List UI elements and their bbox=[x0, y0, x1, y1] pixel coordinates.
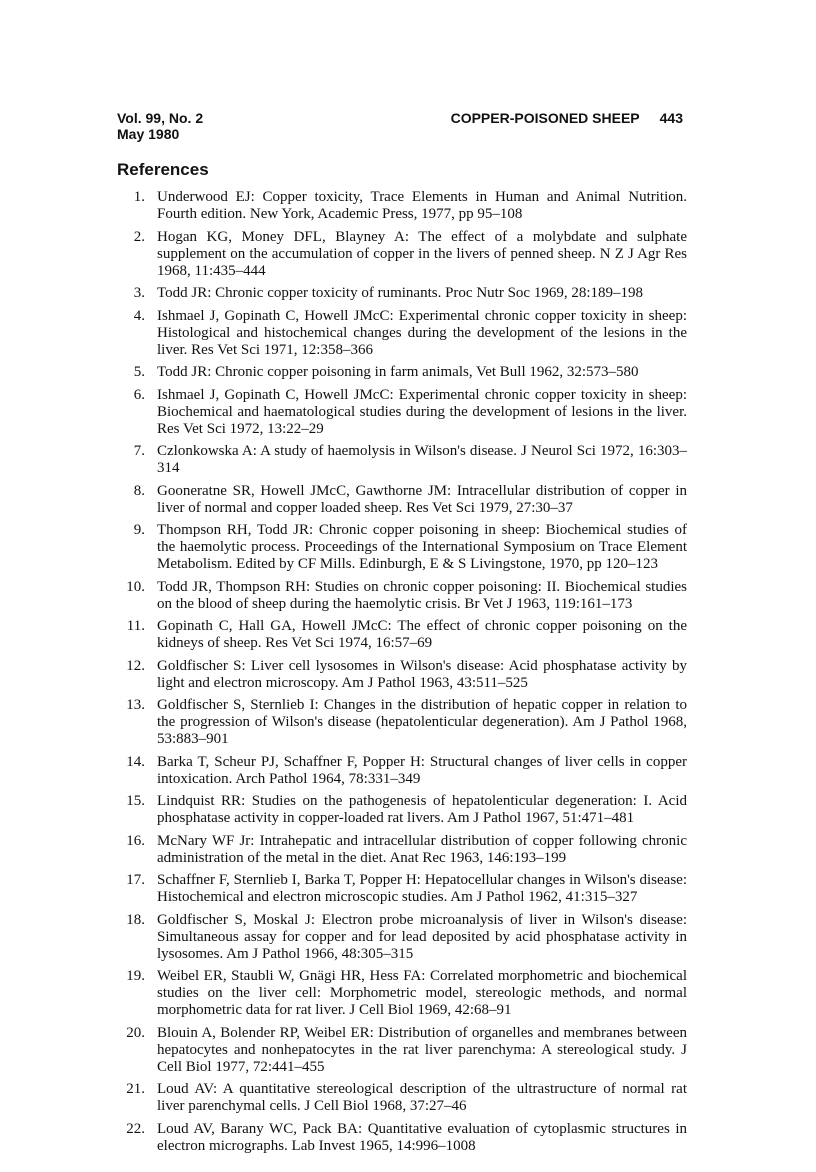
reference-item bbox=[117, 754, 687, 788]
reference-item bbox=[117, 793, 687, 827]
section-title: References bbox=[117, 160, 209, 179]
reference-text: Gopinath C, Hall GA, Howell JMcC: The effect of chronic copper poisoning on the kidneys of sheep. Res Vet Sci 1974, 16:57–69 bbox=[157, 618, 687, 651]
reference-number: 3. bbox=[133, 285, 145, 301]
running-title: COPPER-POISONED SHEEP bbox=[450, 110, 640, 126]
reference-item bbox=[117, 872, 687, 906]
reference-text: Schaffner F, Sternlieb I, Barka T, Popper H: Hepatocellular changes in Wilson's disease: Histochemical and electron microscopic studies. Am J Pathol 1962, 41:315–327 bbox=[157, 872, 687, 905]
reference-number: 15. bbox=[126, 793, 145, 809]
reference-number: 9. bbox=[133, 522, 145, 538]
reference-text: Hogan KG, Money DFL, Blayney A: The effect of a molybdate and sulphate supplement on the accumulation of copper in the livers of penned sheep. N Z J Agr Res 1968, 11:435–444 bbox=[157, 228, 687, 279]
reference-number: 21. bbox=[126, 1081, 145, 1097]
reference-number: 20. bbox=[126, 1024, 145, 1041]
reference-number: 8. bbox=[133, 482, 145, 499]
reference-number: 1. bbox=[133, 189, 145, 205]
reference-text: Thompson RH, Todd JR: Chronic copper poisoning in sheep: Biochemical studies of the haemolytic process. Proceedings of the International Symposium on Trace Element Metabolism. Edited by CF Mills. Edinburgh, E & S Livingstone, 1970, pp 120–123 bbox=[157, 522, 687, 572]
reference-number: 5. bbox=[133, 364, 145, 380]
reference-number: 11. bbox=[126, 618, 145, 634]
reference-item bbox=[117, 697, 687, 748]
reference-number: 12. bbox=[126, 657, 145, 674]
reference-number: 22. bbox=[126, 1120, 145, 1137]
reference-number: 7. bbox=[133, 443, 145, 459]
reference-text: Blouin A, Bolender RP, Weibel ER: Distribution of organelles and membranes between hepatocytes and nonhepatocytes in the rat liver parenchyma: A stereological study. J Cell Biol 1977, 72:441–455 bbox=[157, 1024, 687, 1075]
reference-text: Lindquist RR: Studies on the pathogenesis of hepatolenticular degeneration: I. Acid phosphatase activity in copper-loaded rat livers. Am J Pathol 1967, 51:471–481 bbox=[157, 793, 687, 826]
reference-item bbox=[117, 387, 687, 438]
reference-number: 6. bbox=[133, 386, 145, 403]
reference-text: Ishmael J, Gopinath C, Howell JMcC: Experimental chronic copper toxicity in sheep: Histological and histochemical changes during the development of the lesions in the liver. Res Vet Sci 1971, 12:358–366 bbox=[157, 307, 687, 358]
reference-item bbox=[117, 912, 687, 963]
reference-item bbox=[117, 229, 687, 280]
reference-text: Underwood EJ: Copper toxicity, Trace Elements in Human and Animal Nutrition. Fourth edition. New York, Academic Press, 1977, pp 95–108 bbox=[157, 189, 687, 222]
reference-number: 18. bbox=[126, 911, 145, 928]
reference-item bbox=[117, 658, 687, 692]
reference-text: Barka T, Scheur PJ, Schaffner F, Popper H: Structural changes of liver cells in copper intoxication. Arch Pathol 1964, 78:331–349 bbox=[157, 753, 687, 787]
running-header-right bbox=[451, 110, 683, 126]
reference-text: Goldfischer S: Liver cell lysosomes in Wilson's disease: Acid phosphatase activity by light and electron microscopy. Am J Pathol 1963, 43:511–525 bbox=[157, 657, 687, 691]
reference-item bbox=[117, 483, 687, 517]
reference-text: Todd JR: Chronic copper poisoning in farm animals, Vet Bull 1962, 32:573–580 bbox=[157, 364, 639, 380]
reference-item bbox=[117, 968, 687, 1019]
reference-item bbox=[117, 308, 687, 359]
reference-text: Loud AV: A quantitative stereological description of the ultrastructure of normal rat liver parenchymal cells. J Cell Biol 1968, 37:27–46 bbox=[157, 1081, 687, 1114]
reference-item bbox=[117, 618, 687, 652]
volume-issue: Vol. 99, No. 2 bbox=[117, 110, 204, 126]
reference-number: 10. bbox=[126, 578, 145, 595]
reference-text: Czlonkowska A: A study of haemolysis in Wilson's disease. J Neurol Sci 1972, 16:303–314 bbox=[157, 443, 687, 476]
reference-number: 13. bbox=[126, 697, 145, 713]
reference-number: 2. bbox=[133, 228, 145, 245]
reference-number: 14. bbox=[126, 753, 145, 770]
reference-text: Loud AV, Barany WC, Pack BA: Quantitative evaluation of cytoplasmic structures in electron micrographs. Lab Invest 1965, 14:996–1008 bbox=[157, 1120, 687, 1154]
reference-item bbox=[117, 1025, 687, 1076]
reference-number: 19. bbox=[126, 968, 145, 984]
reference-item bbox=[117, 522, 687, 573]
reference-text: McNary WF Jr: Intrahepatic and intracellular distribution of copper following chronic administration of the metal in the diet. Anat Rec 1963, 146:193–199 bbox=[157, 832, 687, 866]
reference-text: Weibel ER, Staubli W, Gnägi HR, Hess FA: Correlated morphometric and biochemical studies on the liver cell: Morphometric model, stereologic methods, and normal morphometric data for rat liver. J Cell Biol 1969, 42:68–91 bbox=[157, 968, 687, 1018]
publication-date: May 1980 bbox=[117, 126, 180, 142]
reference-number: 16. bbox=[126, 832, 145, 849]
reference-text: Todd JR, Thompson RH: Studies on chronic copper poisoning: II. Biochemical studies on the blood of sheep during the haemolytic crisis. Br Vet J 1963, 119:161–173 bbox=[157, 578, 687, 612]
reference-item bbox=[117, 579, 687, 613]
reference-item bbox=[117, 189, 687, 223]
reference-item bbox=[117, 364, 687, 381]
reference-text: Goldfischer S, Sternlieb I: Changes in the distribution of hepatic copper in relation to the progression of Wilson's disease (hepatolenticular degeneration). Am J Pathol 1968, 53:883–901 bbox=[157, 697, 687, 747]
reference-text: Goldfischer S, Moskal J: Electron probe microanalysis of liver in Wilson's disease: Simultaneous assay for copper and for lead deposited by acid phosphatase activity in lysosomes. Am J Pathol 1966, 48:305–315 bbox=[157, 911, 687, 962]
reference-text: Ishmael J, Gopinath C, Howell JMcC: Experimental chronic copper toxicity in sheep: Biochemical and haematological studies during the development of lesions in the liver. Res Vet Sci 1972, 13:22–29 bbox=[157, 386, 687, 437]
reference-text: Gooneratne SR, Howell JMcC, Gawthorne JM: Intracellular distribution of copper in liver of normal and copper loaded sheep. Res Vet Sci 1979, 27:30–37 bbox=[157, 482, 687, 516]
page-number: 443 bbox=[659, 110, 683, 126]
reference-item bbox=[117, 1121, 687, 1155]
running-header-left bbox=[117, 110, 203, 142]
reference-list bbox=[117, 189, 687, 1160]
reference-text: Todd JR: Chronic copper toxicity of ruminants. Proc Nutr Soc 1969, 28:189–198 bbox=[157, 285, 643, 301]
reference-number: 17. bbox=[126, 872, 145, 888]
reference-item bbox=[117, 285, 687, 302]
reference-item bbox=[117, 833, 687, 867]
reference-item bbox=[117, 443, 687, 477]
reference-item bbox=[117, 1081, 687, 1115]
reference-number: 4. bbox=[133, 307, 145, 324]
